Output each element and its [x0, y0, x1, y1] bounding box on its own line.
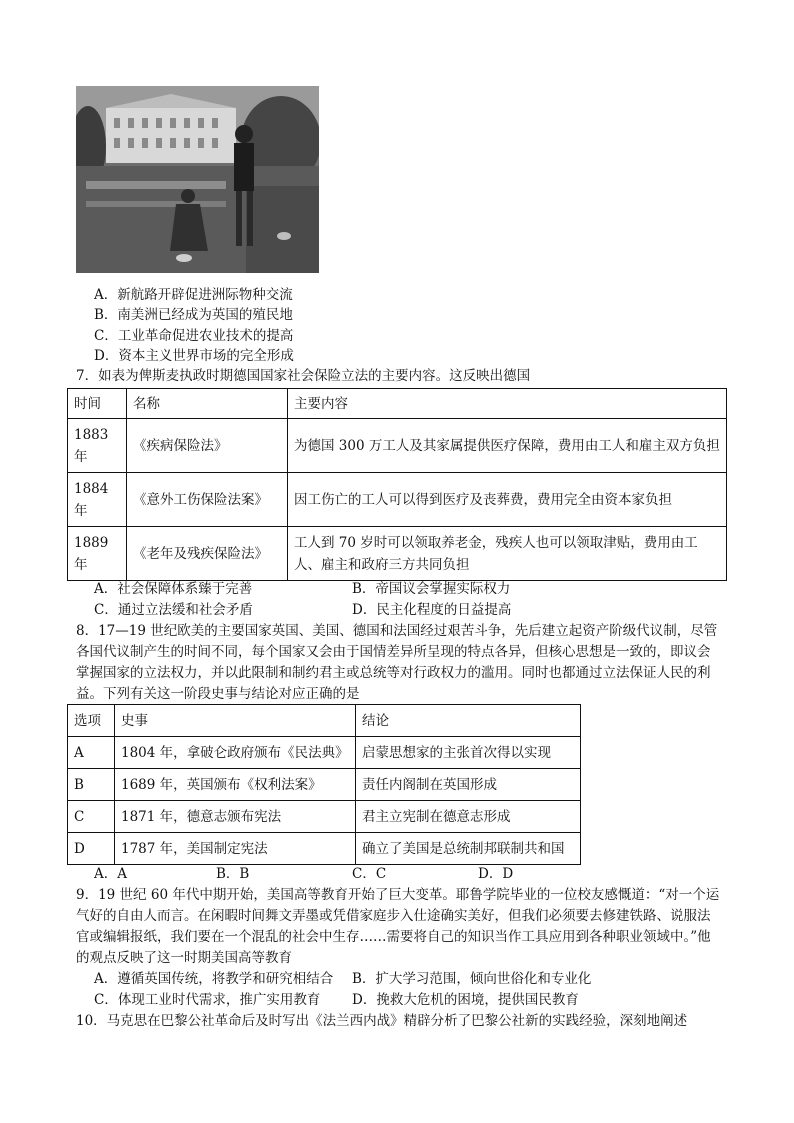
table-row: 1883 年 《疾病保险法》 为德国 300 万工人及其家属提供医疗保障，费用由工人和雇主双方负担 [68, 419, 727, 473]
q8-header-conclusion: 结论 [356, 705, 581, 737]
q7-option-d: D．民主化程度的日益提高 [352, 602, 512, 618]
table-row: B 1689 年，英国颁布《权利法案》 责任内阁制在英国形成 [68, 769, 581, 801]
q6-option-c: C．工业革命促进农业技术的提高 [94, 328, 294, 344]
table-row: 1889 年 《老年及残疾保险法》 工人到 70 岁时可以领取养老金，残疾人也可以领取津贴，费用由工人、雇主和政府三方共同负担 [68, 527, 727, 581]
table-row: D 1787 年，美国制定宪法 确立了美国是总统制邦联制共和国 [68, 833, 581, 865]
q9-option-d: D．挽救大危机的困境，提供国民教育 [352, 992, 579, 1008]
q8-option-d: D．D [478, 866, 514, 882]
q8-option-a: A．A [94, 866, 127, 882]
q7-option-a: A．社会保障体系臻于完善 [94, 581, 253, 597]
q6-option-a: A．新航路开辟促进洲际物种交流 [94, 287, 293, 303]
q7-option-b: B．帝国议会掌握实际权力 [352, 581, 511, 597]
q7-stem: 7．如表为俾斯麦执政时期德国国家社会保险立法的主要内容。这反映出德国 [76, 368, 531, 384]
q8-stem: 8．17—19 世纪欧美的主要国家英国、美国、德国和法国经过艰苦斗争，先后建立起资产阶级代议制，尽管各国代议制产生的时间不同，每个国家又会由于国情差异所呈现的特点各异，但核心思想是一致的，即议会掌握国家的立法权力，并以此限制和制约君主或总统等对行政权力的滥用。同时也都通过立法保证人民的利益。下列有关这一阶段史事与结论对应正确的是 [76, 623, 718, 702]
q7-header-time: 时间 [68, 389, 127, 419]
q6-option-d: D．资本主义世界市场的完全形成 [94, 348, 294, 364]
q8-header-event: 史事 [115, 705, 356, 737]
table-row: A 1804 年，拿破仑政府颁布《民法典》 启蒙思想家的主张首次得以实现 [68, 737, 581, 769]
q7-table [67, 388, 727, 581]
table-row: 1884 年 《意外工伤保险法案》 因工伤亡的工人可以得到医疗及丧葬费，费用完全由资本家负担 [68, 473, 727, 527]
q8-table [67, 704, 581, 865]
q10-stem: 10．马克思在巴黎公社革命后及时写出《法兰西内战》精辟分析了巴黎公社新的实践经验，深刻地阐述 [76, 1013, 688, 1029]
q9-option-a: A．遵循英国传统，将教学和研究相结合 [94, 971, 334, 987]
q7-header-content: 主要内容 [288, 389, 727, 419]
q9-option-b: B．扩大学习范围，倾向世俗化和专业化 [352, 971, 592, 987]
q9-stem: 9．19 世纪 60 年代中期开始，美国高等教育开始了巨大变革。耶鲁学院毕业的一位校友感慨道：“对一个运气好的自由人而言。在闲暇时间舞文弄墨或凭借家庭步入仕途确实美好，但我们必须要去修建铁路、说服法官或编辑报纸，我们要在一个混乱的社会中生存……需要将自己的知识当作工具应用到各种职业领域中。”他的观点反映了这一时期美国高等教育 [76, 887, 720, 966]
q6-option-b: B．南美洲已经成为英国的殖民地 [94, 307, 293, 323]
q9-option-c: C．体现工业时代需求，推广实用教育 [94, 992, 321, 1008]
table-row: C 1871 年，德意志颁布宪法 君主立宪制在德意志形成 [68, 801, 581, 833]
q8-option-b: B．B [216, 866, 250, 882]
q7-option-c: C．通过立法缓和社会矛盾 [94, 602, 253, 618]
q8-header-option: 选项 [68, 705, 115, 737]
q8-option-c: C．C [352, 866, 387, 882]
q7-header-name: 名称 [127, 389, 288, 419]
historical-painting-image [76, 86, 319, 273]
